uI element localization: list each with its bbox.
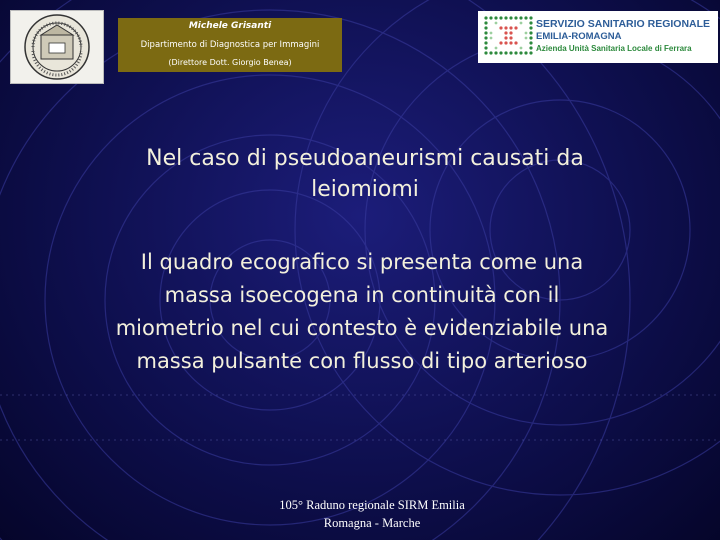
footer-line-2: Romagna - Marche [323, 516, 421, 530]
author-department: Dipartimento di Diagnostica per Immagini [140, 40, 320, 50]
slide-title: Nel caso di pseudoaneurismi causati da leiomiomi [146, 146, 584, 202]
ssr-emilia-romagna-logo [478, 11, 718, 63]
ssr-line-region: EMILIA-ROMAGNA [536, 31, 622, 42]
author-info-box [118, 18, 342, 72]
footer-line-1: 105° Raduno regionale SIRM Emilia [279, 498, 465, 512]
ssr-line-agency: Azienda Unità Sanitaria Locale di Ferrara [536, 44, 692, 53]
slide-body-text: Il quadro ecografico si presenta come una massa isoecogena in continuità con il miometrio nel cui contesto è evidenziabile una massa pulsante con flusso di tipo arterioso [115, 250, 609, 373]
author-director: (Direttore Dott. Giorgio Benea) [168, 58, 292, 67]
slide-footer [232, 496, 512, 532]
author-name: Michele Grisanti [188, 21, 272, 31]
ssr-line-service: SERVIZIO SANITARIO REGIONALE [536, 18, 711, 30]
ssr-logo-text [536, 18, 710, 53]
university-seal-logo [10, 10, 104, 84]
university-seal-icon [11, 11, 103, 83]
